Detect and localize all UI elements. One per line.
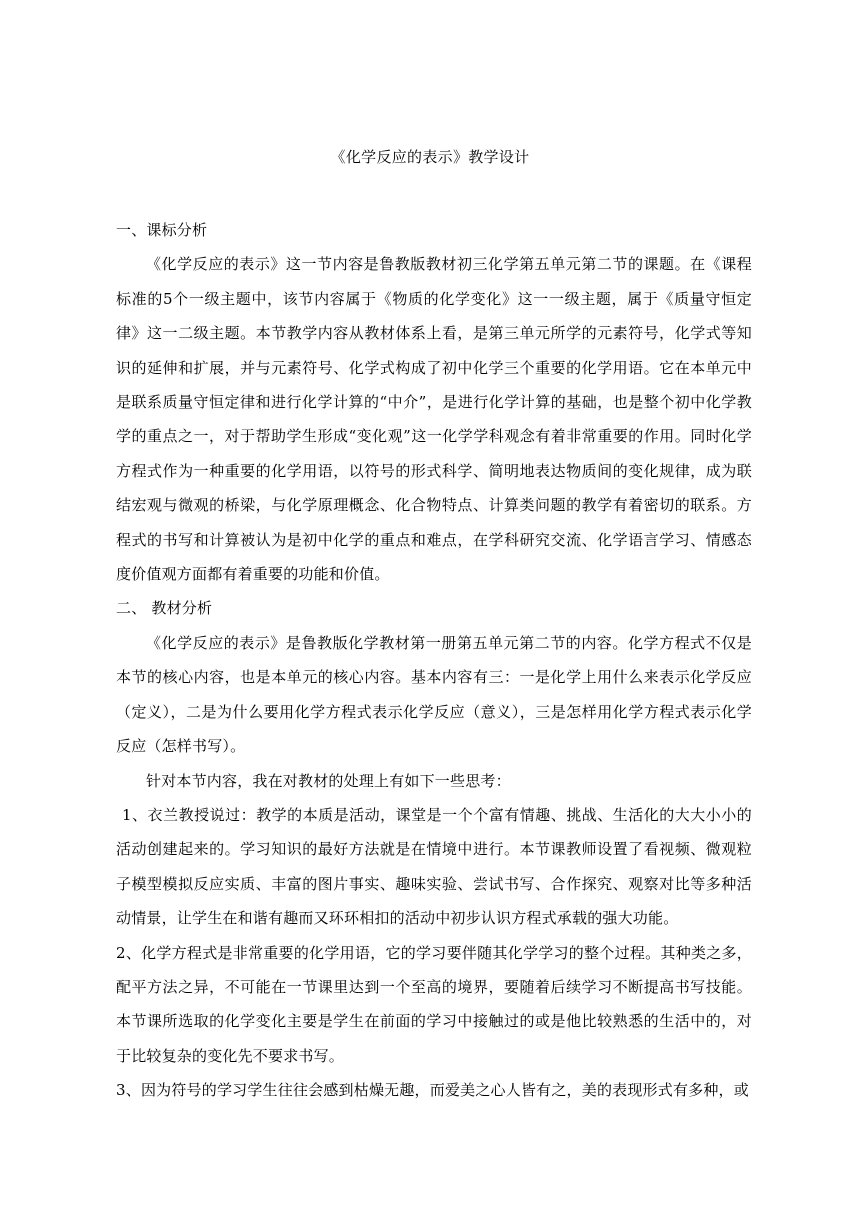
paragraph-textbook-analysis: 《化学反应的表示》是鲁教版化学教材第一册第五单元第二节的内容。化学方程式不仅是本节的核心内容，也是本单元的核心内容。基本内容有三：一是化学上用什么来表示化学反应（定义），二是为什么要用化学方程式表示化学反应（意义），三是怎样用化学方程式表示化学反应（怎样书写）。	[116, 633, 752, 756]
document-title: 《化学反应的表示》教学设计	[330, 148, 530, 166]
paragraph-point-1: 1、衣兰教授说过：教学的本质是活动，课堂是一个个富有情趣、挑战、生活化的大大小小的活动创建起来的。学习知识的最好方法就是在情境中进行。本节课教师设置了看视频、微观粒子模型模拟反应实质、丰富的图片事实、趣味实验、尝试书写、合作探究、观察对比等多种活动情景，让学生在和谐有趣而又环环相扣的活动中初步认识方程式承载的强大功能。	[116, 805, 752, 928]
section-heading-curriculum: 一、课标分析	[116, 221, 208, 239]
document-body	[116, 213, 752, 1108]
paragraph-curriculum-analysis: 《化学反应的表示》这一节内容是鲁教版教材初三化学第五单元第二节的课题。在《课程标准的5个一级主题中，该节内容属于《物质的化学变化》这一一级主题，属于《质量守恒定律》这一二级主题。本节教学内容从教材体系上看，是第三单元所学的元素符号，化学式等知识的延伸和扩展，并与元素符号、化学式构成了初中化学三个重要的化学用语。它在本单元中是联系质量守恒定律和进行化学计算的“中介”，是进行化学计算的基础，也是整个初中化学教学的重点之一，对于帮助学生形成“变化观”这一化学学科观念有着非常重要的作用。同时化学方程式作为一种重要的化学用语，以符号的形式科学、简明地表达物质间的变化规律，成为联结宏观与微观的桥梁，与化学原理概念、化合物特点、计算类问题的教学有着密切的联系。方程式的书写和计算被认为是初中化学的重点和难点，在学科研究交流、化学语言学习、情感态度价值观方面都有着重要的功能和价值。	[116, 255, 752, 584]
section-heading-textbook: 二、 教材分析	[116, 599, 213, 618]
paragraph-point-2: 2、化学方程式是非常重要的化学用语，它的学习要伴随其化学学习的整个过程。其种类之多，配平方法之异，不可能在一节课里达到一个至高的境界，要随着后续学习不断提高书写技能。本节课所选取的化学变化主要是学生在前面的学习中接触过的或是他比较熟悉的生活中的，对于比较复杂的变化先不要求书写。	[116, 943, 752, 1065]
paragraph-thoughts-intro: 针对本节内容，我在对教材的处理上有如下一些思考：	[146, 771, 511, 790]
paragraph-point-3: 3、因为符号的学习学生往往会感到枯燥无趣，而爱美之心人皆有之，美的表现形式有多种，或	[116, 1081, 749, 1100]
